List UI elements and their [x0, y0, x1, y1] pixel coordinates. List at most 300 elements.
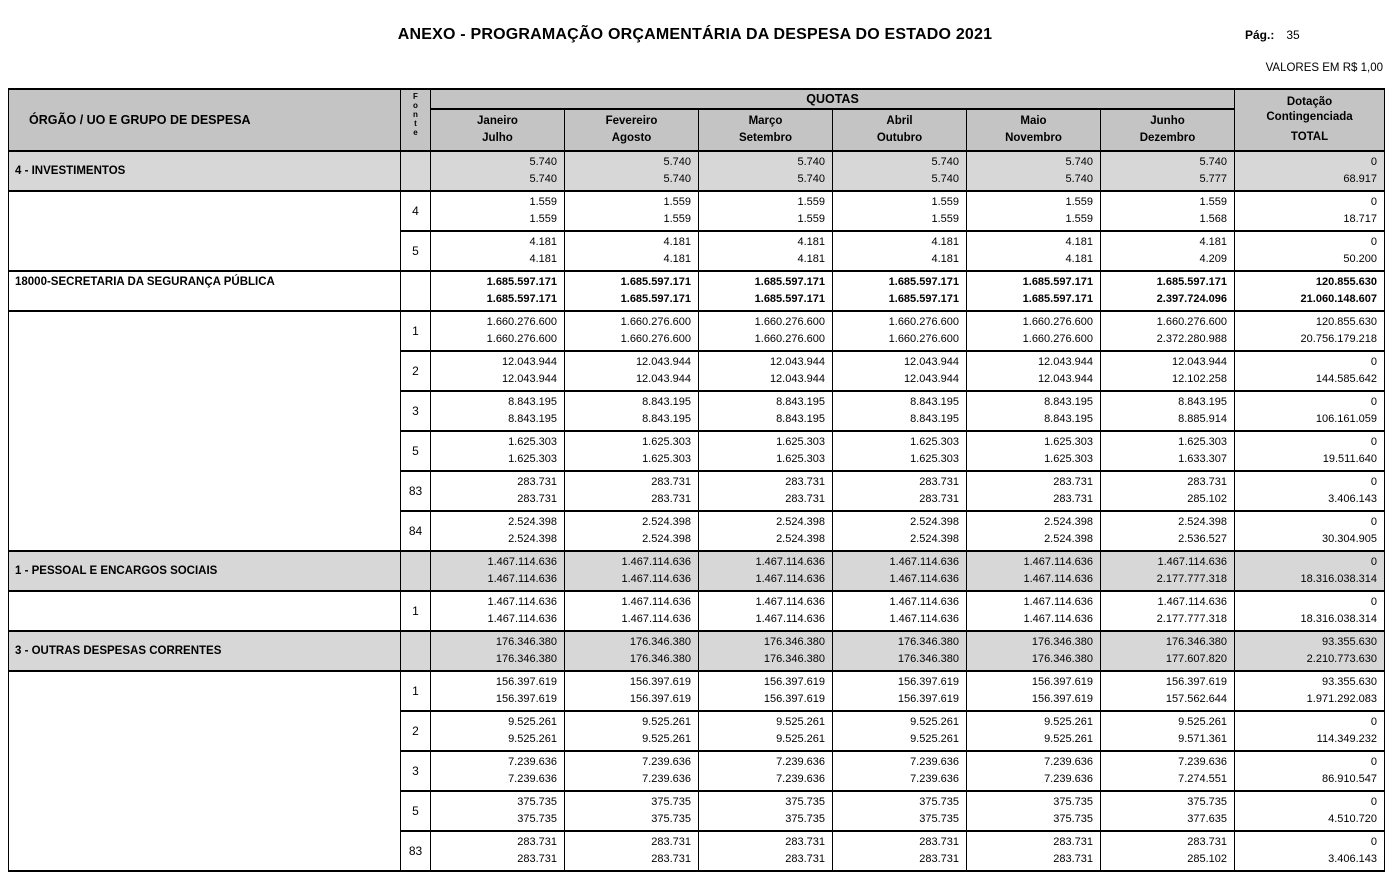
quota-value-bottom: 1.685.597.171	[620, 293, 691, 305]
quota-value-bottom: 157.562.644	[1165, 693, 1228, 705]
quota-value-top: 1.685.597.171	[1022, 276, 1093, 288]
quota-value-bottom: 1.467.114.636	[889, 573, 959, 585]
quota-cell-abril-outubro	[833, 471, 967, 511]
quota-value-bottom: 12.043.944	[1037, 373, 1093, 385]
quota-value-bottom: 1.685.597.171	[486, 293, 557, 305]
quota-value-top: 1.467.114.636	[1157, 556, 1228, 568]
table-row	[9, 271, 1385, 311]
table-row	[9, 151, 1385, 191]
quota-value-bottom: 5.740	[529, 173, 557, 185]
quota-cell-janeiro-julho	[431, 791, 565, 831]
page-number-label: Pág.:	[1245, 28, 1275, 42]
quota-value-bottom: 1.467.114.636	[1023, 613, 1093, 625]
quota-value-top: 1.559	[931, 196, 959, 208]
quota-cell-fevereiro-agosto	[565, 551, 699, 591]
dotacao-total-cell	[1235, 631, 1385, 671]
quota-value-bottom: 9.571.361	[1178, 733, 1228, 745]
quota-value-top: 1.467.114.636	[1023, 556, 1093, 568]
fonte-header-letter: n	[413, 110, 418, 119]
quota-value-top: 283.731	[919, 836, 959, 848]
quota-value-bottom: 4.181	[663, 253, 691, 265]
quota-value-bottom: 1.559	[663, 213, 691, 225]
quota-value-bottom: 377.635	[1187, 813, 1228, 825]
quota-value-bottom: 9.525.261	[642, 733, 691, 745]
quota-cell-maio-novembro	[967, 391, 1101, 431]
dotacao-total-cell	[1235, 711, 1385, 751]
quota-cell-maio-novembro	[967, 311, 1101, 351]
fonte-header-letter: e	[413, 128, 418, 137]
quota-value-top: 176.346.380	[495, 636, 557, 648]
quota-cell-marco-setembro	[699, 511, 833, 551]
quota-cell-junho-dezembro	[1101, 671, 1235, 711]
quota-value-top: 375.735	[517, 796, 557, 808]
group-label-cell: 3 - OUTRAS DESPESAS CORRENTES	[9, 631, 401, 671]
quota-cell-abril-outubro	[833, 791, 967, 831]
quota-cell-marco-setembro	[699, 751, 833, 791]
quota-cell-maio-novembro	[967, 711, 1101, 751]
quota-value-top: 375.735	[919, 796, 959, 808]
quota-value-bottom: 5.777	[1199, 173, 1228, 185]
quota-value-top: 283.731	[517, 476, 557, 488]
quota-value-bottom: 1.559	[529, 213, 557, 225]
quota-cell-junho-dezembro	[1101, 631, 1235, 671]
quota-cell-marco-setembro	[699, 471, 833, 511]
quota-value-top: 1.660.276.600	[888, 316, 959, 328]
quota-value-bottom: 2.524.398	[776, 533, 825, 545]
quota-value-top: 283.731	[785, 476, 825, 488]
quota-cell-janeiro-julho	[431, 391, 565, 431]
quota-cell-marco-setembro	[699, 831, 833, 871]
quota-value-top: 283.731	[1053, 836, 1093, 848]
table-body	[9, 151, 1385, 871]
quota-cell-maio-novembro	[967, 351, 1101, 391]
quota-value-bottom: 1.467.114.636	[621, 573, 691, 585]
dotacao-column-header	[1235, 89, 1385, 151]
quota-cell-junho-dezembro	[1101, 831, 1235, 871]
quota-cell-abril-outubro	[833, 511, 967, 551]
quota-cell-fevereiro-agosto	[565, 231, 699, 271]
quota-value-top: 4.181	[931, 236, 959, 248]
quota-value-top: 7.239.636	[910, 756, 959, 768]
quota-value-top: 156.397.619	[763, 676, 825, 688]
quota-cell-abril-outubro	[833, 751, 967, 791]
dotacao-total-cell	[1235, 391, 1385, 431]
quota-value-bottom: 12.043.944	[769, 373, 825, 385]
fonte-header-letter: t	[414, 119, 417, 128]
quota-value-top: 4.181	[529, 236, 557, 248]
fonte-cell: 83	[401, 831, 431, 871]
dotacao-total-cell	[1235, 511, 1385, 551]
quota-value-bottom: 8.843.195	[776, 413, 825, 425]
quota-cell-junho-dezembro	[1101, 391, 1235, 431]
fonte-cell: 3	[401, 391, 431, 431]
quota-value-bottom: 283.731	[919, 853, 959, 865]
quota-value-bottom: 1.467.114.636	[889, 613, 959, 625]
org-label-cell: 18000-SECRETARIA DA SEGURANÇA PÚBLICA	[9, 271, 401, 311]
dotacao-total-cell	[1235, 351, 1385, 391]
dotacao-total-cell	[1235, 751, 1385, 791]
quota-cell-abril-outubro	[833, 191, 967, 231]
quota-value-bottom: 1.685.597.171	[888, 293, 959, 305]
quota-cell-marco-setembro	[699, 271, 833, 311]
quota-value-top: 176.346.380	[897, 636, 959, 648]
quota-value-top: 7.239.636	[776, 756, 825, 768]
dotacao-contingenciada-value: 120.855.630	[1315, 316, 1378, 328]
quota-value-bottom: 1.467.114.636	[487, 613, 557, 625]
quota-value-bottom: 7.239.636	[508, 773, 557, 785]
dotacao-total-cell	[1235, 671, 1385, 711]
quota-cell-abril-outubro	[833, 591, 967, 631]
quota-value-bottom: 4.181	[931, 253, 959, 265]
quota-cell-maio-novembro	[967, 471, 1101, 511]
quota-value-bottom: 1.467.114.636	[1023, 573, 1093, 585]
quota-cell-fevereiro-agosto	[565, 671, 699, 711]
quota-cell-junho-dezembro	[1101, 151, 1235, 191]
dotacao-contingenciada-value: 0	[1370, 476, 1378, 488]
quota-cell-marco-setembro	[699, 631, 833, 671]
quota-value-top: 8.843.195	[776, 396, 825, 408]
quota-value-top: 1.467.114.636	[621, 596, 691, 608]
quota-value-top: 2.524.398	[1044, 516, 1093, 528]
quota-value-top: 1.467.114.636	[755, 556, 825, 568]
quota-cell-marco-setembro	[699, 191, 833, 231]
total-value: 18.316.038.314	[1300, 613, 1378, 625]
quota-value-top: 1.625.303	[642, 436, 691, 448]
quota-value-bottom: 2.524.398	[1044, 533, 1093, 545]
quota-value-bottom: 177.607.820	[1165, 653, 1228, 665]
fonte-header-letter: F	[413, 92, 418, 101]
quota-value-bottom: 283.731	[651, 853, 691, 865]
total-value: 18.316.038.314	[1300, 573, 1378, 585]
quota-value-top: 1.625.303	[776, 436, 825, 448]
fonte-cell: 1	[401, 311, 431, 351]
quota-value-bottom: 1.467.114.636	[621, 613, 691, 625]
quota-value-top: 156.397.619	[1031, 676, 1093, 688]
quota-value-bottom: 7.239.636	[642, 773, 691, 785]
dotacao-contingenciada-value: 0	[1370, 396, 1378, 408]
quota-cell-marco-setembro	[699, 351, 833, 391]
quota-cell-janeiro-julho	[431, 551, 565, 591]
quota-value-top: 1.467.114.636	[889, 596, 959, 608]
table-row	[9, 311, 1385, 351]
dotacao-total-cell	[1235, 591, 1385, 631]
fonte-cell: 5	[401, 231, 431, 271]
quota-value-bottom: 375.735	[651, 813, 691, 825]
quota-value-top: 1.559	[529, 196, 557, 208]
table-row	[9, 551, 1385, 591]
quota-cell-junho-dezembro	[1101, 471, 1235, 511]
quota-value-top: 12.043.944	[903, 356, 959, 368]
quota-cell-junho-dezembro	[1101, 511, 1235, 551]
currency-note: VALORES EM R$ 1,00	[1265, 62, 1383, 74]
dotacao-contingenciada-value: 0	[1370, 156, 1378, 168]
dotacao-total-cell	[1235, 271, 1385, 311]
quota-value-top: 8.843.195	[910, 396, 959, 408]
quota-cell-marco-setembro	[699, 231, 833, 271]
quota-value-top: 156.397.619	[495, 676, 557, 688]
quota-cell-marco-setembro	[699, 151, 833, 191]
quota-value-top: 156.397.619	[629, 676, 691, 688]
fonte-cell: 4	[401, 191, 431, 231]
empty-name-cell	[9, 191, 401, 271]
dotacao-header-line1: Dotação	[1286, 96, 1333, 108]
quota-value-bottom: 7.239.636	[776, 773, 825, 785]
quota-value-top: 1.660.276.600	[620, 316, 691, 328]
fonte-cell	[401, 151, 431, 191]
quota-value-bottom: 1.467.114.636	[755, 613, 825, 625]
empty-name-cell	[9, 591, 401, 631]
quota-value-bottom: 9.525.261	[910, 733, 959, 745]
table-header-row-1	[9, 89, 1385, 109]
quota-value-top: 1.467.114.636	[755, 596, 825, 608]
quota-value-bottom: 1.660.276.600	[754, 333, 825, 345]
quota-value-bottom: 375.735	[785, 813, 825, 825]
month-top-label: Junho	[1150, 115, 1185, 127]
quota-value-bottom: 156.397.619	[495, 693, 557, 705]
document-header	[0, 0, 1390, 88]
quota-value-bottom: 1.660.276.600	[620, 333, 691, 345]
quota-value-bottom: 2.177.777.318	[1156, 573, 1228, 585]
quota-cell-abril-outubro	[833, 391, 967, 431]
quota-cell-janeiro-julho	[431, 671, 565, 711]
quota-value-top: 1.559	[1199, 196, 1228, 208]
quota-value-top: 1.467.114.636	[1157, 596, 1228, 608]
quota-value-top: 1.467.114.636	[889, 556, 959, 568]
quota-value-bottom: 4.209	[1199, 253, 1228, 265]
quota-cell-maio-novembro	[967, 591, 1101, 631]
quota-value-top: 1.625.303	[508, 436, 557, 448]
quota-cell-janeiro-julho	[431, 151, 565, 191]
quota-value-bottom: 1.559	[931, 213, 959, 225]
dotacao-contingenciada-value: 0	[1370, 836, 1378, 848]
quota-value-bottom: 9.525.261	[1044, 733, 1093, 745]
quota-cell-abril-outubro	[833, 551, 967, 591]
quota-cell-fevereiro-agosto	[565, 311, 699, 351]
quota-cell-janeiro-julho	[431, 751, 565, 791]
fonte-cell: 2	[401, 711, 431, 751]
quota-cell-fevereiro-agosto	[565, 711, 699, 751]
quota-value-bottom: 285.102	[1187, 493, 1228, 505]
quota-cell-junho-dezembro	[1101, 431, 1235, 471]
total-value: 1.971.292.083	[1306, 693, 1378, 705]
total-value: 21.060.148.607	[1300, 293, 1378, 305]
quota-cell-junho-dezembro	[1101, 231, 1235, 271]
fonte-cell	[401, 271, 431, 311]
quota-cell-maio-novembro	[967, 551, 1101, 591]
quota-cell-junho-dezembro	[1101, 351, 1235, 391]
quotas-header: QUOTAS	[431, 89, 1235, 109]
quota-value-bottom: 5.740	[1065, 173, 1093, 185]
quota-value-top: 1.559	[1065, 196, 1093, 208]
quota-value-top: 12.043.944	[769, 356, 825, 368]
quota-value-top: 176.346.380	[629, 636, 691, 648]
quota-cell-janeiro-julho	[431, 711, 565, 751]
quota-value-top: 5.740	[1065, 156, 1093, 168]
quota-value-top: 283.731	[785, 836, 825, 848]
quota-cell-fevereiro-agosto	[565, 191, 699, 231]
quota-value-bottom: 1.568	[1199, 213, 1228, 225]
quota-value-top: 283.731	[1187, 836, 1228, 848]
quota-cell-junho-dezembro	[1101, 791, 1235, 831]
quota-cell-marco-setembro	[699, 711, 833, 751]
quota-value-top: 7.239.636	[1178, 756, 1228, 768]
month-header-junho-dezembro	[1101, 109, 1235, 151]
quota-value-bottom: 9.525.261	[776, 733, 825, 745]
group-label-cell: 4 - INVESTIMENTOS	[9, 151, 401, 191]
quota-value-bottom: 7.239.636	[910, 773, 959, 785]
quota-cell-junho-dezembro	[1101, 191, 1235, 231]
quota-value-bottom: 1.660.276.600	[1022, 333, 1093, 345]
table-row	[9, 631, 1385, 671]
quota-value-top: 1.685.597.171	[620, 276, 691, 288]
quota-cell-marco-setembro	[699, 791, 833, 831]
dotacao-contingenciada-value: 0	[1370, 436, 1378, 448]
quota-value-top: 1.685.597.171	[754, 276, 825, 288]
quota-value-top: 375.735	[651, 796, 691, 808]
quota-value-top: 9.525.261	[910, 716, 959, 728]
total-value: 114.349.232	[1316, 733, 1378, 745]
quota-value-top: 1.660.276.600	[486, 316, 557, 328]
month-header-marco-setembro	[699, 109, 833, 151]
quota-value-top: 5.740	[931, 156, 959, 168]
quota-value-bottom: 1.467.114.636	[487, 573, 557, 585]
quota-cell-abril-outubro	[833, 311, 967, 351]
quota-value-bottom: 12.043.944	[501, 373, 557, 385]
dotacao-contingenciada-value: 0	[1370, 196, 1378, 208]
dotacao-header-line2: Contingenciada	[1266, 111, 1353, 123]
quota-value-bottom: 375.735	[1053, 813, 1093, 825]
total-value: 68.917	[1343, 173, 1378, 185]
quota-value-top: 8.843.195	[1044, 396, 1093, 408]
dotacao-contingenciada-value: 0	[1370, 516, 1378, 528]
quota-value-top: 2.524.398	[910, 516, 959, 528]
quota-cell-abril-outubro	[833, 671, 967, 711]
quota-cell-janeiro-julho	[431, 231, 565, 271]
quota-value-bottom: 283.731	[785, 493, 825, 505]
quota-value-top: 1.660.276.600	[1022, 316, 1093, 328]
quota-cell-janeiro-julho	[431, 271, 565, 311]
dotacao-total-cell	[1235, 151, 1385, 191]
quota-value-top: 9.525.261	[1178, 716, 1228, 728]
month-top-label: Fevereiro	[605, 115, 658, 127]
dotacao-contingenciada-value: 0	[1370, 716, 1378, 728]
quota-value-top: 176.346.380	[1031, 636, 1093, 648]
quota-cell-maio-novembro	[967, 231, 1101, 271]
quota-value-top: 1.625.303	[910, 436, 959, 448]
quota-value-bottom: 1.559	[797, 213, 825, 225]
quota-cell-maio-novembro	[967, 831, 1101, 871]
quota-cell-maio-novembro	[967, 191, 1101, 231]
quota-value-top: 2.524.398	[642, 516, 691, 528]
quota-value-bottom: 4.181	[1065, 253, 1093, 265]
quota-cell-janeiro-julho	[431, 351, 565, 391]
quota-value-top: 1.660.276.600	[754, 316, 825, 328]
dotacao-total-cell	[1235, 791, 1385, 831]
quota-cell-fevereiro-agosto	[565, 631, 699, 671]
quota-value-top: 1.559	[797, 196, 825, 208]
table-row	[9, 191, 1385, 231]
quota-cell-maio-novembro	[967, 431, 1101, 471]
quota-cell-abril-outubro	[833, 831, 967, 871]
total-value: 19.511.640	[1322, 453, 1378, 465]
quota-value-bottom: 1.625.303	[910, 453, 959, 465]
quota-value-bottom: 7.274.551	[1178, 773, 1228, 785]
month-header-maio-novembro	[967, 109, 1101, 151]
quota-value-top: 9.525.261	[642, 716, 691, 728]
fonte-cell: 83	[401, 471, 431, 511]
quota-value-bottom: 176.346.380	[897, 653, 959, 665]
quota-value-top: 12.043.944	[1037, 356, 1093, 368]
month-top-label: Maio	[1020, 115, 1047, 127]
quota-value-bottom: 375.735	[517, 813, 557, 825]
quota-cell-janeiro-julho	[431, 471, 565, 511]
quota-value-bottom: 1.685.597.171	[754, 293, 825, 305]
total-value: 3.406.143	[1328, 853, 1378, 865]
quota-cell-abril-outubro	[833, 151, 967, 191]
quota-cell-maio-novembro	[967, 751, 1101, 791]
quota-value-top: 8.843.195	[1178, 396, 1228, 408]
month-bottom-label: Outubro	[876, 132, 923, 144]
quota-value-top: 1.467.114.636	[487, 596, 557, 608]
quota-value-top: 5.740	[663, 156, 691, 168]
quota-value-top: 1.467.114.636	[621, 556, 691, 568]
quota-cell-abril-outubro	[833, 431, 967, 471]
quota-cell-abril-outubro	[833, 271, 967, 311]
dotacao-contingenciada-value: 0	[1370, 236, 1378, 248]
quota-value-bottom: 176.346.380	[629, 653, 691, 665]
quota-value-top: 12.043.944	[501, 356, 557, 368]
quota-value-top: 7.239.636	[1044, 756, 1093, 768]
quota-cell-marco-setembro	[699, 311, 833, 351]
quota-value-top: 9.525.261	[1044, 716, 1093, 728]
quota-value-top: 8.843.195	[508, 396, 557, 408]
month-header-fevereiro-agosto	[565, 109, 699, 151]
quota-value-bottom: 176.346.380	[1031, 653, 1093, 665]
dotacao-contingenciada-value: 0	[1370, 756, 1378, 768]
quota-value-bottom: 156.397.619	[763, 693, 825, 705]
quota-cell-janeiro-julho	[431, 591, 565, 631]
quota-value-bottom: 1.625.303	[508, 453, 557, 465]
quota-cell-junho-dezembro	[1101, 311, 1235, 351]
quota-value-bottom: 156.397.619	[1031, 693, 1093, 705]
page-number-value: 35	[1286, 28, 1300, 42]
month-top-label: Abril	[886, 115, 913, 127]
quota-cell-fevereiro-agosto	[565, 471, 699, 511]
quota-value-bottom: 5.740	[797, 173, 825, 185]
quota-value-top: 283.731	[651, 476, 691, 488]
quota-value-bottom: 176.346.380	[763, 653, 825, 665]
quota-cell-janeiro-julho	[431, 631, 565, 671]
quota-value-bottom: 8.885.914	[1178, 413, 1228, 425]
fonte-cell: 2	[401, 351, 431, 391]
fonte-cell: 84	[401, 511, 431, 551]
fonte-cell	[401, 631, 431, 671]
quota-cell-maio-novembro	[967, 631, 1101, 671]
quota-value-bottom: 12.043.944	[635, 373, 691, 385]
dotacao-contingenciada-value: 120.855.630	[1315, 276, 1378, 288]
quota-value-top: 2.524.398	[508, 516, 557, 528]
quota-value-bottom: 283.731	[919, 493, 959, 505]
dotacao-total-cell	[1235, 191, 1385, 231]
total-value: 4.510.720	[1328, 813, 1378, 825]
quota-cell-janeiro-julho	[431, 511, 565, 551]
quota-value-bottom: 8.843.195	[1044, 413, 1093, 425]
total-value: 2.210.773.630	[1306, 653, 1378, 665]
quota-value-top: 9.525.261	[776, 716, 825, 728]
fonte-header-letter: o	[413, 101, 418, 110]
quota-value-bottom: 5.740	[931, 173, 959, 185]
quota-value-bottom: 8.843.195	[508, 413, 557, 425]
